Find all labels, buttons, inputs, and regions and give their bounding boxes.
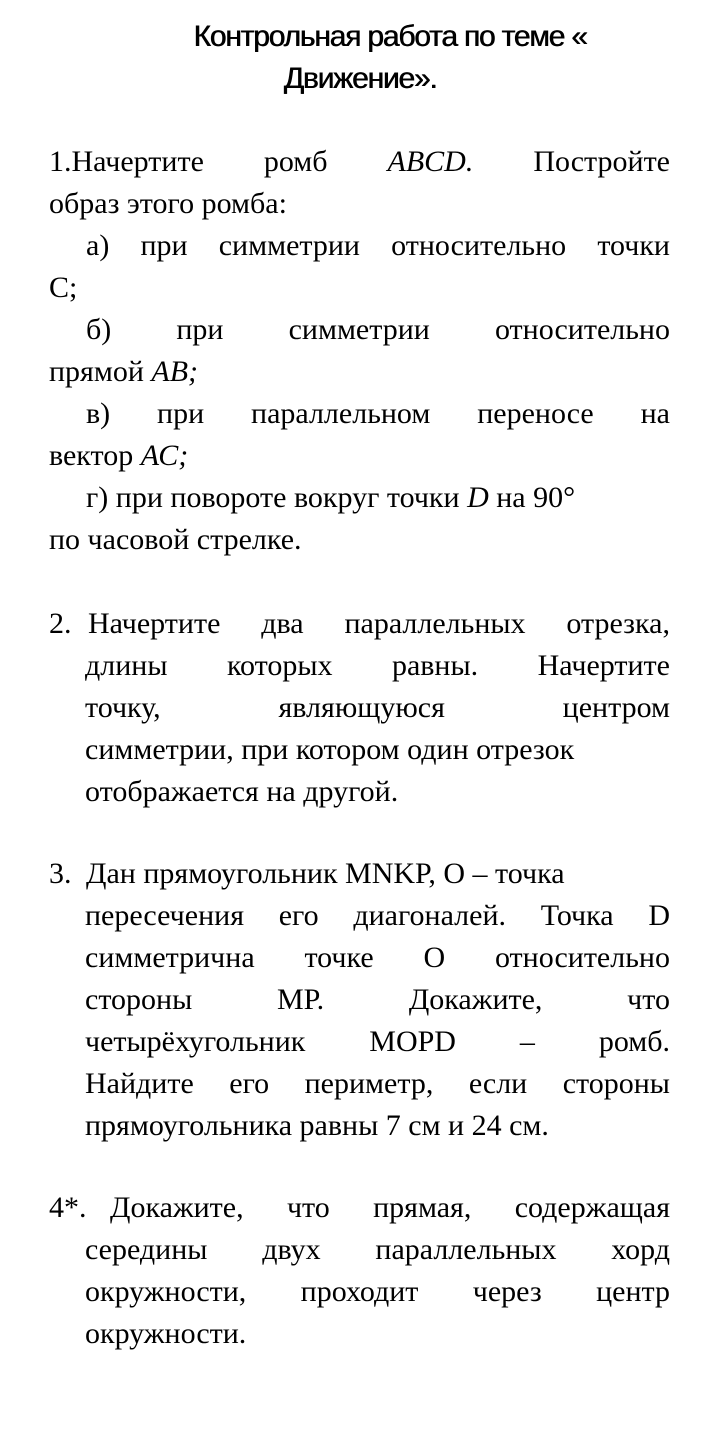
task2-line-3: точку, являющуюся центром: [85, 691, 670, 724]
task2-line-5: отображается на другой.: [85, 775, 399, 808]
task4-line-3: окружности, проходит через центр: [85, 1275, 670, 1308]
task3-line-4: стороны МР. Докажите, что: [85, 983, 670, 1016]
task1-item-a-line-2: С;: [49, 271, 78, 304]
task1-item-b-line-1: б) при симметрии относительно: [86, 313, 670, 346]
task4-line-1: Докажите, что прямая, содержащая: [110, 1191, 670, 1224]
task1-item-d-line-1: г) при повороте вокруг точки D на 90°: [86, 481, 576, 514]
task2-number: 2.: [49, 607, 72, 640]
task1-item-b-line-2: прямой АВ;: [49, 355, 199, 388]
task4-line-4: окружности.: [85, 1317, 247, 1350]
task2-line-4: симметрии, при котором один отрезок: [85, 733, 575, 766]
task3-line-1: Дан прямоугольник MNKP, О – точка: [86, 857, 565, 890]
task3-line-2: пересечения его диагоналей. Точка D: [85, 899, 670, 932]
title-line-1: Контрольная работа по теме «: [193, 20, 587, 53]
task3-number: 3.: [49, 857, 72, 890]
task1-item-c-line-1: в) при параллельном переносе на: [86, 397, 670, 430]
task1-line-1: 1.Начертите ромб ABCD. Постройте: [49, 145, 670, 178]
task1-line-2: образ этого ромба:: [49, 187, 287, 220]
task3-line-7: прямоугольника равны 7 см и 24 см.: [85, 1109, 549, 1142]
title-line-2: Движение».: [283, 62, 437, 95]
task1-item-a-line-1: а) при симметрии относительно точки: [86, 229, 670, 262]
task4-line-2: середины двух параллельных хорд: [85, 1233, 670, 1266]
task1-item-d-line-2: по часовой стрелке.: [49, 523, 302, 556]
task4-number: 4*.: [49, 1191, 87, 1224]
task1-item-c-line-2: вектор АС;: [49, 439, 189, 472]
task3-line-3: симметрична точке О относительно: [85, 941, 670, 974]
task2-line-1: Начертите два параллельных отрезка,: [88, 607, 670, 640]
task3-line-5: четырёхугольник MOPD – ромб.: [85, 1025, 670, 1058]
task2-line-2: длины которых равны. Начертите: [85, 649, 670, 682]
task3-line-6: Найдите его периметр, если стороны: [85, 1067, 670, 1100]
